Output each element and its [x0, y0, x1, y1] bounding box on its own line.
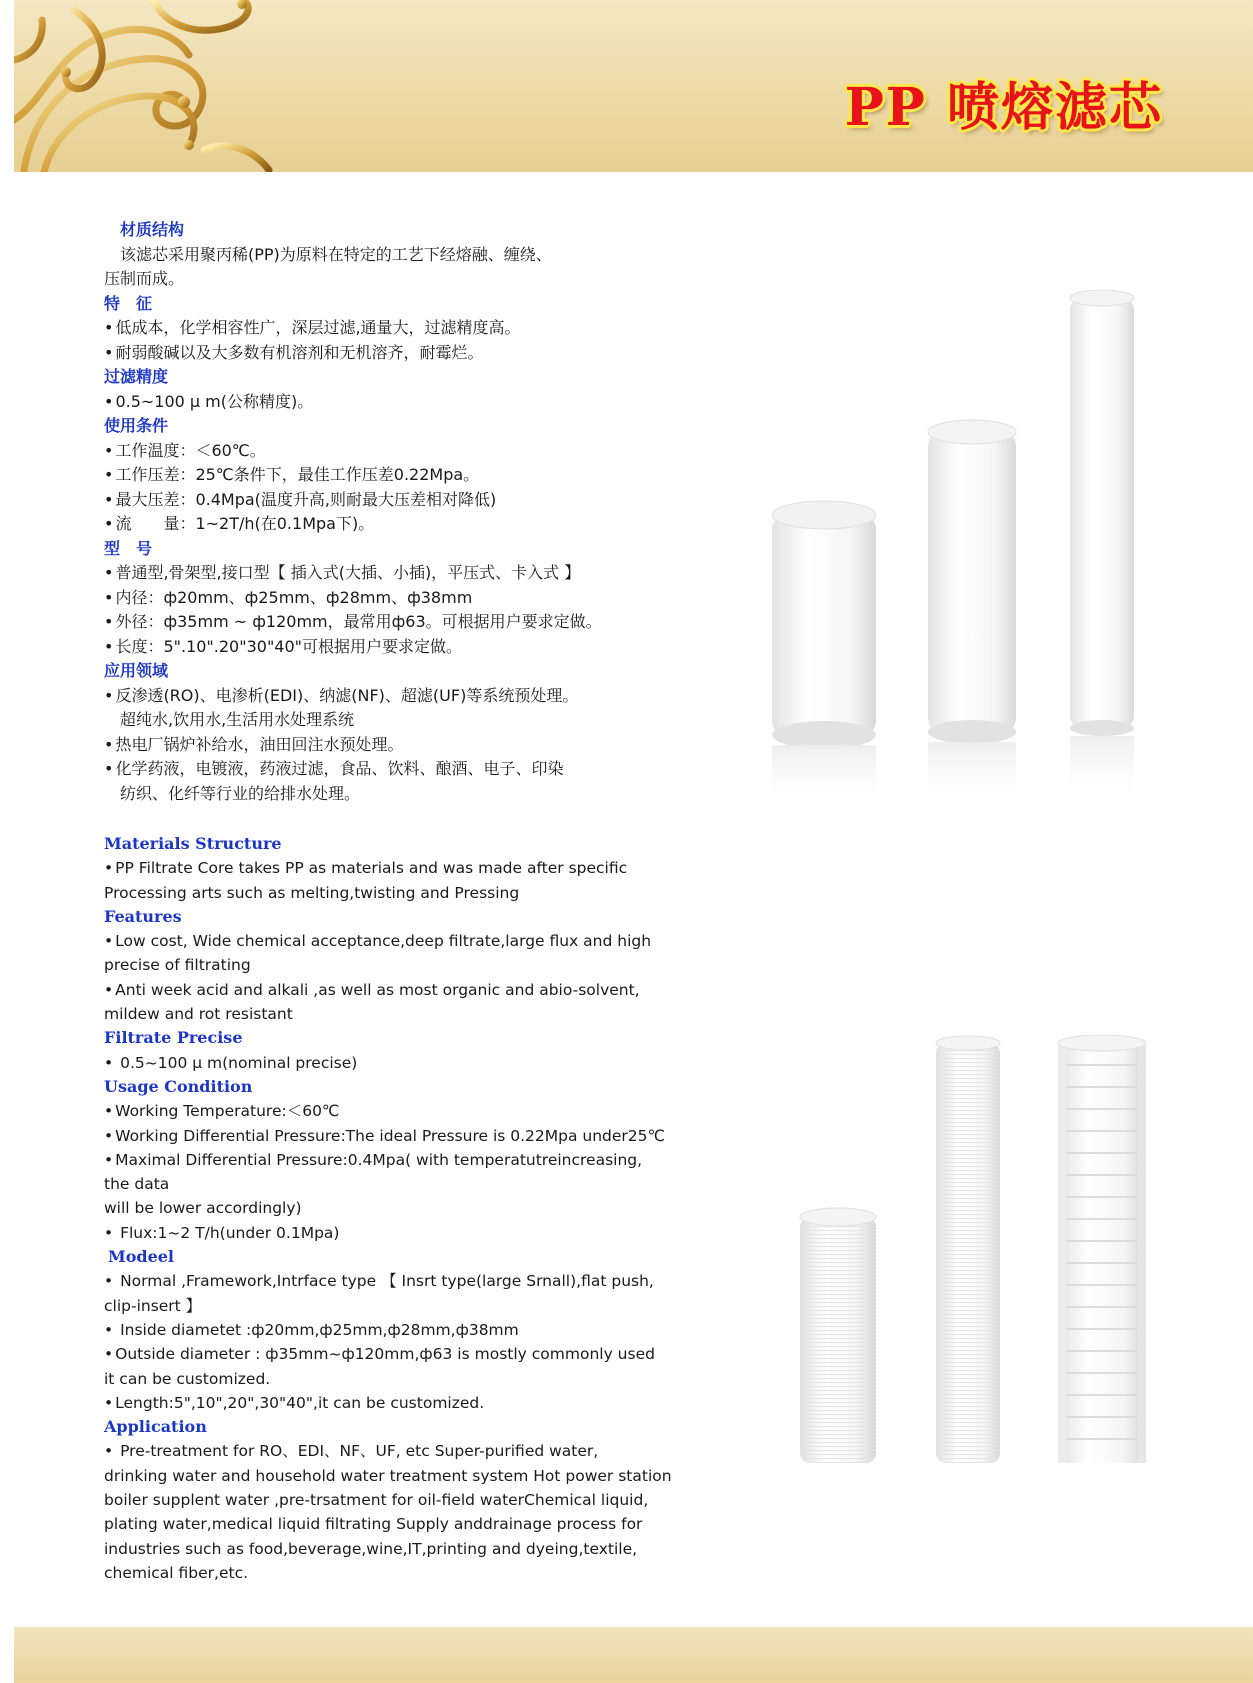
section-heading-precision: 过滤精度 [104, 367, 169, 386]
section-heading-conditions: 使用条件 [104, 416, 169, 435]
footer-band [14, 1627, 1253, 1683]
list-item: • 内径：ф20mm、ф25mm、ф28mm、ф38mm [104, 586, 724, 611]
text-line: drinking water and household water treatment system Hot power station [104, 1466, 672, 1485]
section-heading-usage-condition: Usage Condition [104, 1076, 253, 1096]
list-item: • Inside diametet :ф20mm,ф25mm,ф28mm,ф38mm [104, 1318, 724, 1342]
product-photo-grooved-cartridges [790, 1035, 1160, 1475]
list-item: • 反渗透(RO)、电渗析(EDI)、纳滤(NF)、超滤(UF)等系统预处理。 [104, 684, 724, 709]
text-line: 该滤芯采用聚丙稀(PP)为原料在特定的工艺下经熔融、缠绕、 [120, 244, 552, 264]
list-item: • Length:5",10",20",30"40",it can be customized. [104, 1391, 724, 1415]
list-item: • Outside diameter : ф35mm~ф120mm,ф63 is mostly commonly used [104, 1342, 724, 1366]
list-item: • 化学药液，电镀液，药液过滤，食品、饮料、酿酒、电子、印染 [104, 757, 724, 782]
list-item: 纺织、化纤等行业的给排水处理。 [120, 783, 361, 803]
section-heading-features: 特 征 [104, 293, 153, 313]
list-item: • Maximal Differential Pressure:0.4Mpa( with temperatutreincreasing, [104, 1148, 724, 1172]
text-line: mildew and rot resistant [104, 1005, 293, 1024]
text-line: the data [104, 1175, 170, 1194]
list-item: • 热电厂锅炉补给水，油田回注水预处理。 [104, 733, 724, 758]
text-line: it can be customized. [104, 1369, 271, 1388]
page-title: PP 喷熔滤芯 [844, 77, 1163, 138]
section-heading-model-en: Modeel [108, 1247, 175, 1267]
list-item: 超纯水,饮用水,生活用水处理系统 [120, 710, 355, 729]
text-line: Processing arts such as melting,twisting and Pressing [104, 883, 520, 902]
list-item: • 0.5~100 μ m(公称精度)。 [104, 390, 724, 415]
list-item: • 低成本，化学相容性广，深层过滤,通量大，过滤精度高。 [104, 316, 724, 341]
section-heading-filtrate-precise: Filtrate Precise [104, 1028, 243, 1048]
list-item: • Working Differential Pressure:The ideal Pressure is 0.22Mpa under25℃ [104, 1124, 724, 1148]
spec-text [104, 218, 724, 1585]
section-heading-materials-structure: Materials Structure [104, 834, 282, 853]
section-heading-application-en: Application [104, 1417, 207, 1437]
section-heading-features-en: Features [104, 906, 182, 926]
product-photo-smooth-cartridges [760, 290, 1160, 820]
grooved-cartridge-short-icon [800, 1208, 876, 1463]
section-heading-material: 材质结构 [120, 220, 185, 239]
text-line: will be lower accordingly) [104, 1199, 302, 1218]
list-item: • 普通型,骨架型,接口型【 插入式(大插、小插)，平压式、卡入式 】 [104, 561, 724, 586]
list-item: • 0.5~100 μ m(nominal precise) [104, 1051, 724, 1075]
filter-cartridge-short-icon [772, 501, 876, 815]
text-line: clip-insert 】 [104, 1296, 202, 1315]
list-item: • 外径：ф35mm ~ ф120mm，最常用ф63。可根据用户要求定做。 [104, 610, 724, 635]
list-item: • Low cost, Wide chemical acceptance,deep filtrate,large flux and high [104, 929, 724, 953]
section-heading-model: 型 号 [104, 538, 153, 558]
list-item: • 耐弱酸碱以及大多数有机溶剂和无机溶齐，耐霉烂。 [104, 341, 724, 366]
text-line: chemical fiber,etc. [104, 1563, 249, 1582]
list-item: • 工作压差：25℃条件下，最佳工作压差0.22Mpa。 [104, 463, 724, 488]
list-item: • Working Temperature:＜60℃ [104, 1099, 724, 1123]
filter-cartridge-medium-icon [928, 420, 1016, 812]
text-line: boiler supplent water ,pre-trsatment for oil-field waterChemical liquid, [104, 1491, 649, 1510]
filter-cartridge-tall-icon [1070, 290, 1134, 806]
ribbed-cartridge-icon [1058, 1035, 1146, 1463]
list-item: • PP Filtrate Core takes PP as materials and was made after specific [104, 856, 724, 880]
header-band [14, 0, 1253, 172]
list-item: • Normal ,Framework,Intrface type 【 Insrt type(large Srnall),flat push, [104, 1269, 724, 1293]
grooved-cartridge-tall-icon [936, 1036, 1000, 1463]
text-line: 压制而成。 [104, 269, 185, 288]
list-item: • Pre-treatment for RO、EDI、NF、UF, etc Super-purified water, [104, 1439, 724, 1463]
list-item: • Anti week acid and alkali ,as well as most organic and abio-solvent, [104, 978, 724, 1002]
list-item: • 最大压差：0.4Mpa(温度升高,则耐最大压差相对降低) [104, 488, 724, 513]
gold-floral-ornament-icon [14, 0, 294, 172]
text-line: precise of filtrating [104, 956, 251, 975]
section-heading-application: 应用领域 [104, 661, 169, 680]
text-line: plating water,medical liquid filtrating Supply anddrainage process for [104, 1515, 643, 1534]
text-line: industries such as food,beverage,wine,IT,printing and dyeing,textile, [104, 1539, 638, 1558]
list-item: • 工作温度：＜60℃。 [104, 439, 724, 464]
list-item: • 流 量：1~2T/h(在0.1Mpa下)。 [104, 512, 724, 537]
list-item: • Flux:1~2 T/h(under 0.1Mpa) [104, 1221, 724, 1245]
list-item: • 长度：5".10".20"30"40"可根据用户要求定做。 [104, 635, 724, 660]
